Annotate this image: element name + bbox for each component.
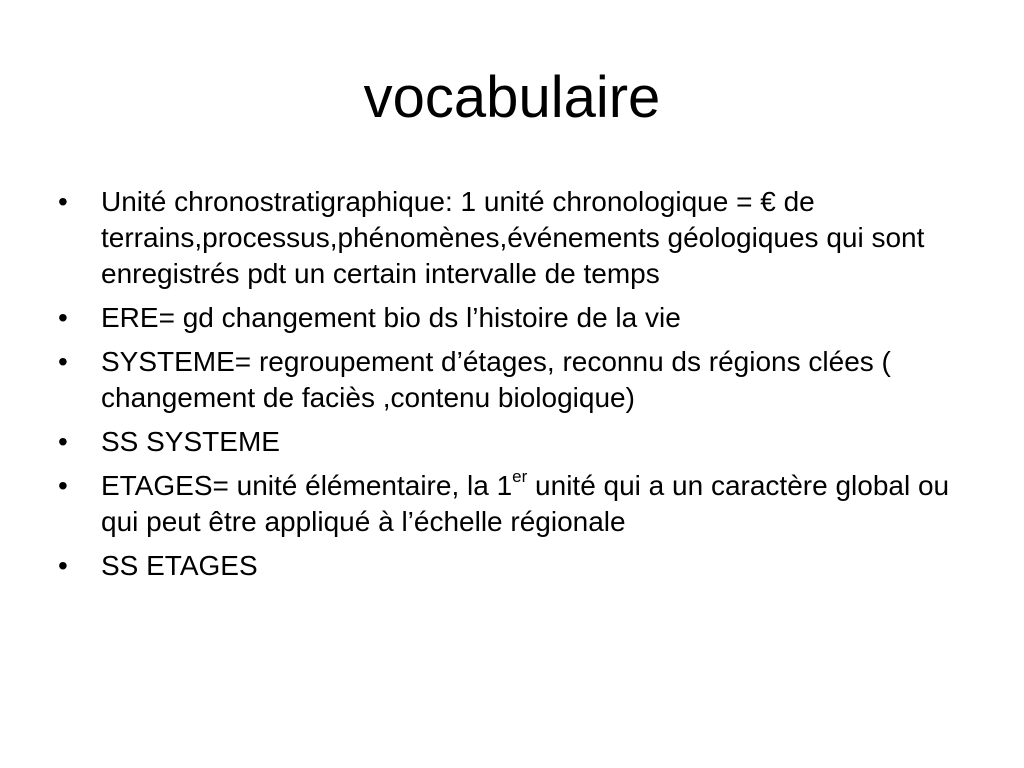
bullet-item-ere xyxy=(58,300,968,336)
ordinal-superscript: er xyxy=(512,466,528,486)
bullet-text: ERE= gd changement bio ds l’histoire de la vie xyxy=(101,302,681,333)
bullet-dot-icon: • xyxy=(58,346,68,377)
bullet-text: SYSTEME= regroupement d’étages, reconnu ds régions clées ( changement de faciès ,contenu biologique) xyxy=(101,346,891,413)
bullet-text: SS SYSTEME xyxy=(101,426,280,457)
bullet-dot-icon: • xyxy=(58,426,68,457)
bullet-item-unite-chronostratigraphique xyxy=(58,184,968,292)
bullet-text-after-superscript: unité qui a un caractère global ou qui peut être appliqué à l’échelle régionale xyxy=(101,470,950,537)
bullet-item-ss-etages xyxy=(58,548,968,584)
bullet-dot-icon: • xyxy=(58,550,68,581)
bullet-item-ss-systeme xyxy=(58,424,968,460)
bullet-list xyxy=(58,184,968,592)
bullet-text: Unité chronostratigraphique: 1 unité chronologique = € de terrains,processus,phénomènes,événements géologiques qui sont enregistrés pdt un certain intervalle de temps xyxy=(101,186,925,289)
bullet-dot-icon: • xyxy=(58,302,68,333)
bullet-text-before-superscript: ETAGES= unité élémentaire, la 1 xyxy=(101,470,513,501)
bullet-item-systeme xyxy=(58,344,968,416)
bullet-dot-icon: • xyxy=(58,470,68,501)
bullet-text: SS ETAGES xyxy=(101,550,258,581)
slide-title: vocabulaire xyxy=(363,65,661,130)
bullet-item-etages xyxy=(58,468,968,540)
bullet-dot-icon: • xyxy=(58,186,68,217)
